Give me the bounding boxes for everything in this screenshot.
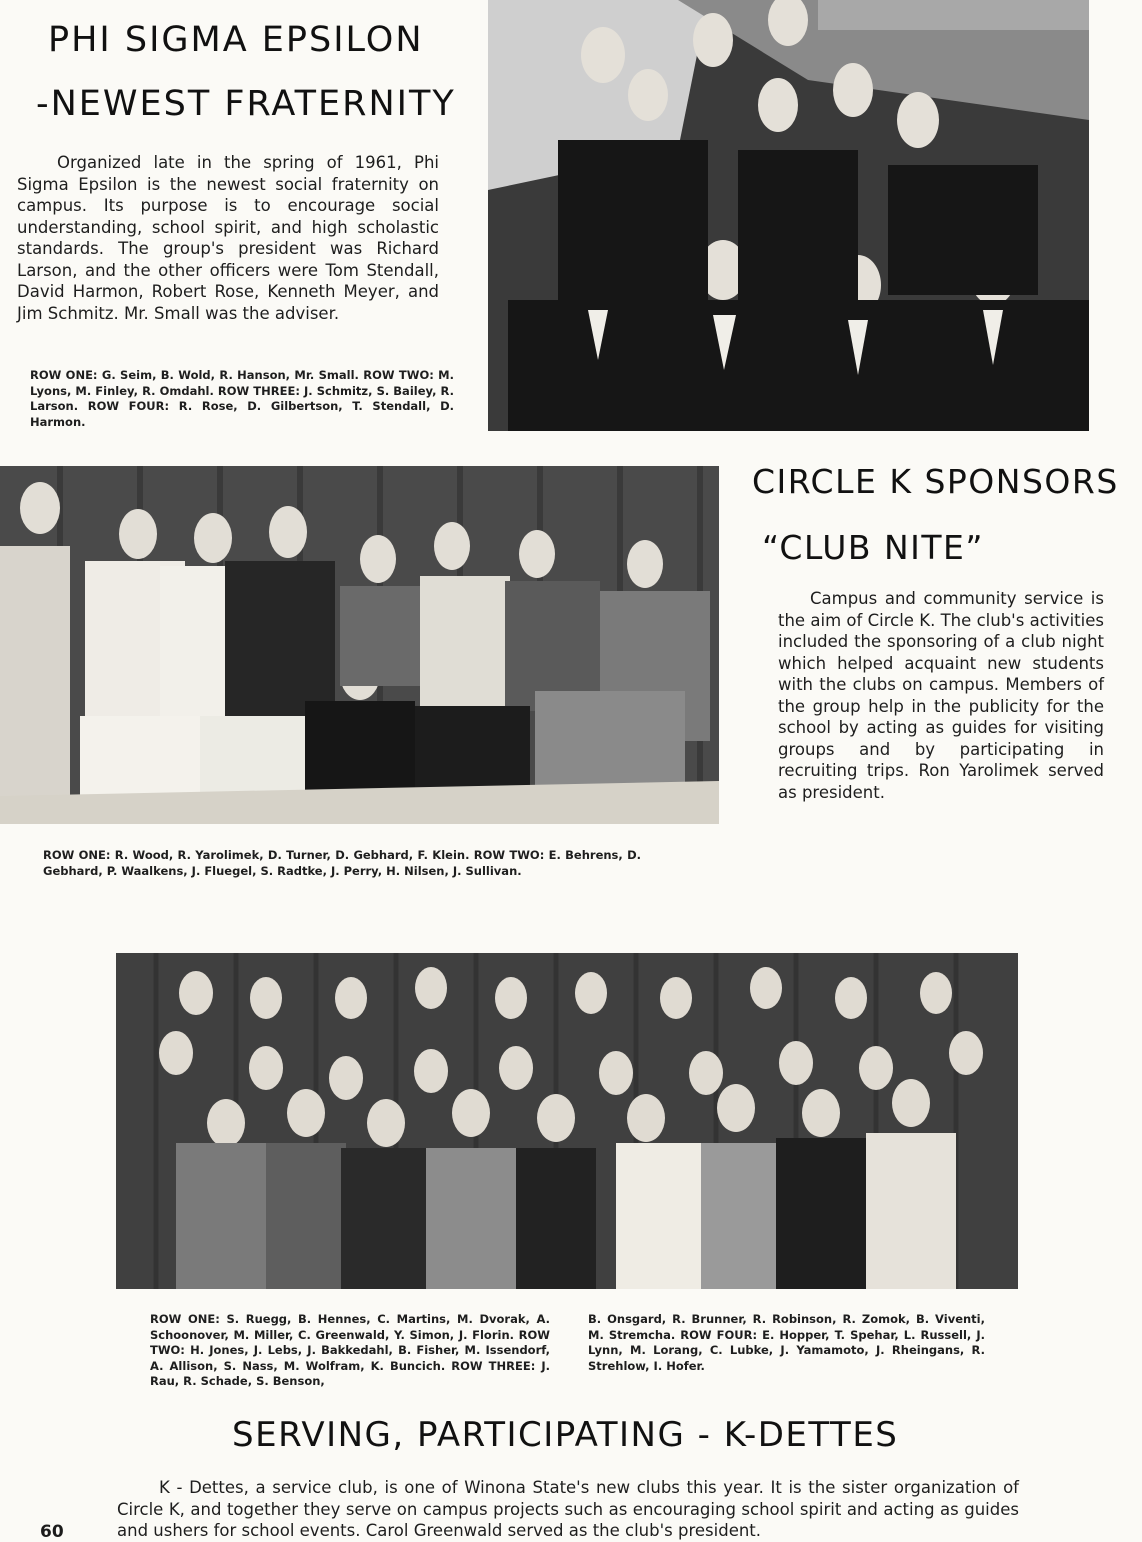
- k-dettes-caption-col2: B. Onsgard, R. Brunner, R. Robinson, R. Zomok, B. Viventi, M. Stremcha. ROW FOUR: E. Hopper, T. Spehar, L. Russell, J. Lynn, M. Lorang, C. Lubke, J. Yamamoto, J. Rheingans, R. Strehlow, I. Hofer.: [588, 1312, 985, 1373]
- k-dettes-title: SERVING, PARTICIPATING - K-DETTES: [232, 1415, 899, 1455]
- circle-k-caption: ROW ONE: R. Wood, R. Yarolimek, D. Turner, D. Gebhard, F. Klein. ROW TWO: E. Behrens, D. Gebhard, P. Waalkens, J. Fluegel, S. Radtke, J. Perry, H. Nilsen, J. Sullivan.: [43, 848, 641, 878]
- phi-sigma-title-line1: PHI SIGMA EPSILON: [48, 20, 424, 60]
- k-dettes-caption-col1: ROW ONE: S. Ruegg, B. Hennes, C. Martins, M. Dvorak, A. Schoonover, M. Miller, C. Greenwald, Y. Simon, J. Florin. ROW TWO: H. Jones, J. Lebs, J. Bakkedahl, B. Fisher, M. Issendorf, A. Allison, S. Nass, M. Wolfram, K. Buncich. ROW THREE: J. Rau, R. Schade, S. Benson,: [150, 1312, 550, 1388]
- phi-sigma-group-photo: [488, 0, 1089, 431]
- k-dettes-group-photo: [116, 953, 1018, 1289]
- phi-sigma-body: Organized late in the spring of 1961, Phi Sigma Epsilon is the newest social fraternity on campus. Its purpose is to encourage social understanding, school spirit, and high scholastic standards. The group's president was Richard Larson, and the other officers were Tom Stendall, David Harmon, Robert Rose, Kenneth Meyer, and Jim Schmitz. Mr. Small was the adviser.: [17, 153, 439, 323]
- k-dettes-body: K - Dettes, a service club, is one of Winona State's new clubs this year. It is the sister organization of Circle K, and together they serve on campus projects such as encouraging school spirit and acting as guides and ushers for school events. Carol Greenwald served as the club's president.: [117, 1478, 1019, 1540]
- phi-sigma-title-line2: -NEWEST FRATERNITY: [36, 84, 456, 124]
- phi-sigma-caption: ROW ONE: G. Seim, B. Wold, R. Hanson, Mr. Small. ROW TWO: M. Lyons, M. Finley, R. Omdahl. ROW THREE: J. Schmitz, S. Bailey, R. Larson. ROW FOUR: R. Rose, D. Gilbertson, T. Stendall, D. Harmon.: [30, 368, 454, 429]
- circle-k-body: Campus and community service is the aim of Circle K. The club's activities included the sponsoring of a club night which helped acquaint new students with the clubs on campus. Members of the group help in the publicity for the school by acting as guides for visiting groups and by participating in recruiting trips. Ron Yarolimek served as president.: [778, 589, 1104, 802]
- circle-k-title-line2: “CLUB NITE”: [762, 528, 985, 567]
- page-number: 60: [40, 1522, 64, 1542]
- circle-k-group-photo: [0, 466, 719, 824]
- circle-k-title-line1: CIRCLE K SPONSORS: [752, 462, 1119, 501]
